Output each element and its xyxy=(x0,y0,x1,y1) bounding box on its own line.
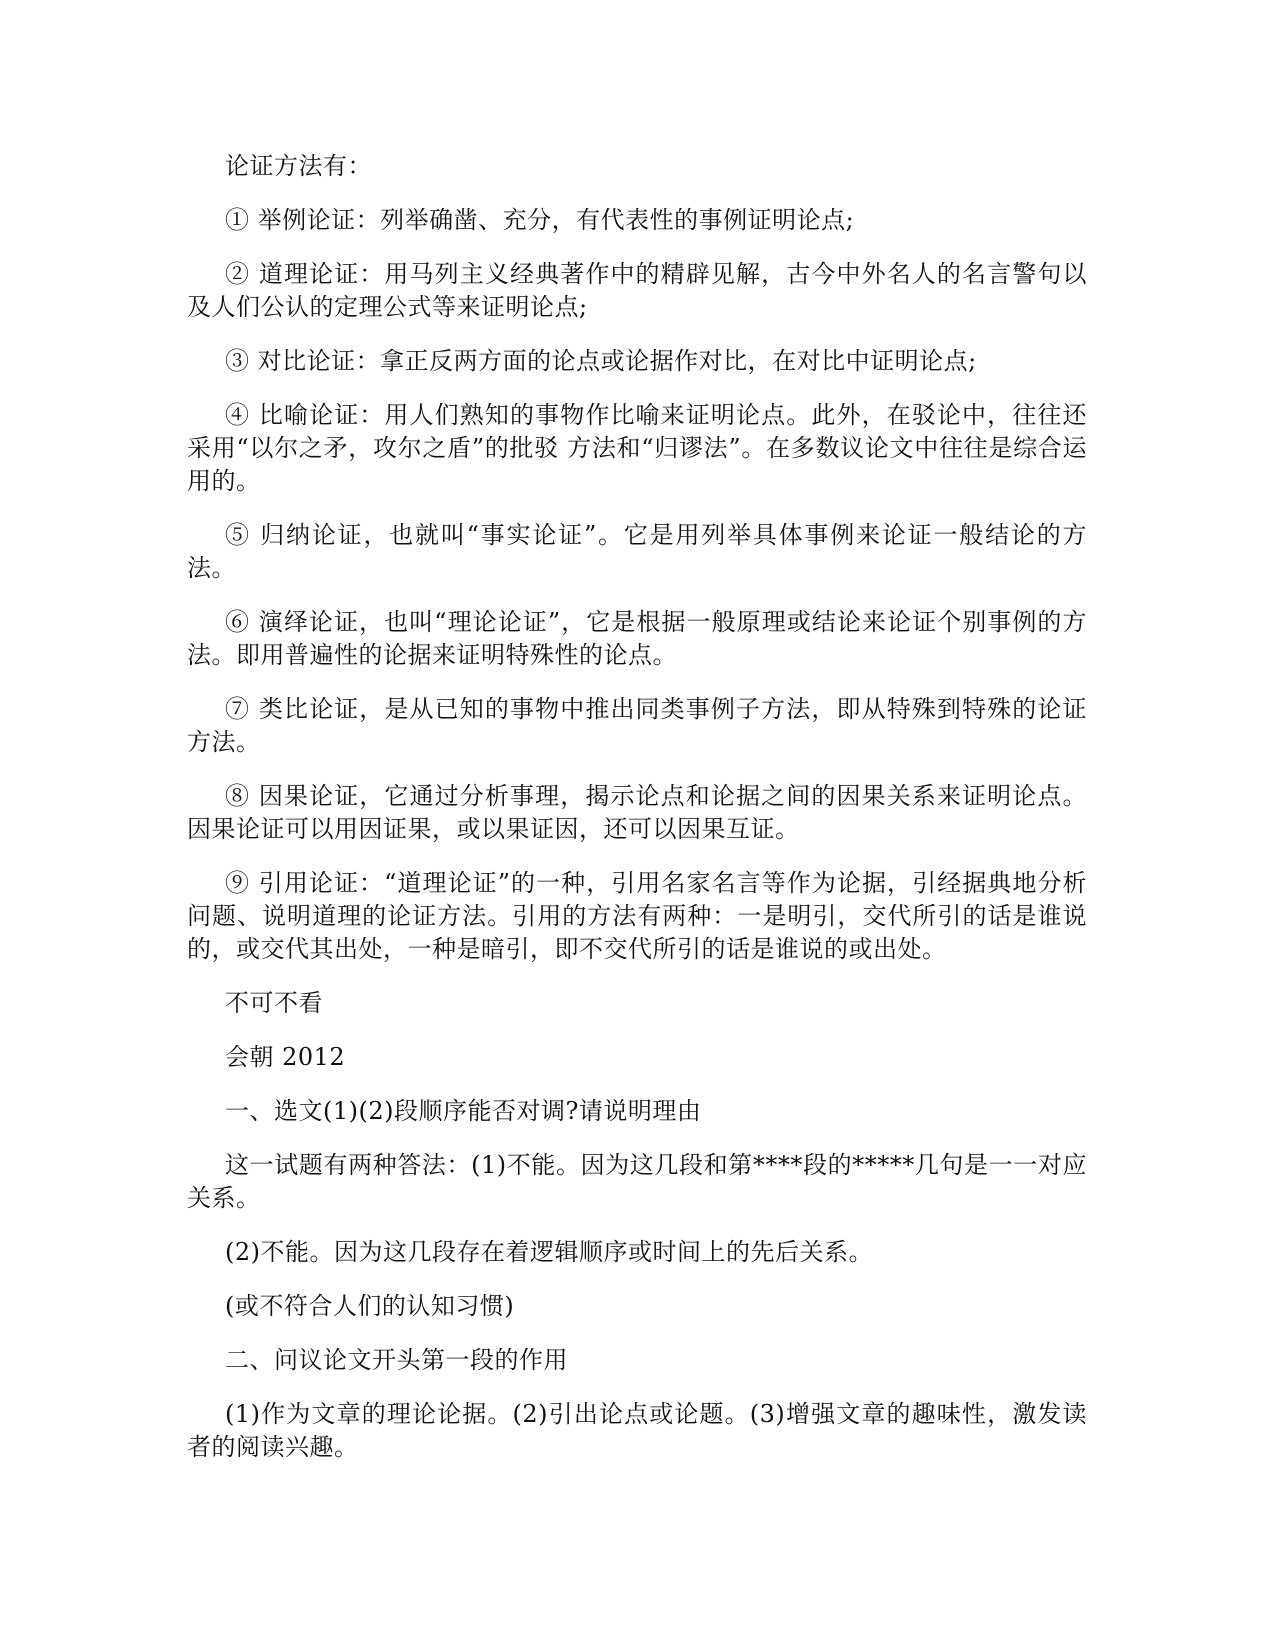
paragraph-answer-two: (1)作为文章的理论论据。(2)引出论点或论题。(3)增强文章的趣味性，激发读者的阅读兴趣。 xyxy=(187,1400,1087,1461)
paragraph-example-argument: ① 举例论证：列举确凿、充分，有代表性的事例证明论点; xyxy=(225,206,855,234)
paragraph-methods-intro: 论证方法有： xyxy=(225,152,372,180)
paragraph-answer-one-b: (2)不能。因为这几段存在着逻辑顺序或时间上的先后关系。 xyxy=(225,1238,873,1266)
paragraph-causal-argument: ⑧ 因果论证，它通过分析事理，揭示论点和论据之间的因果关系来证明论点。因果论证可以用因证果，或以果证因，还可以因果互证。 xyxy=(187,782,1087,843)
paragraph-deductive-argument: ⑥ 演绎论证，也叫“理论论证”，它是根据一般原理或结论来论证个别事例的方法。即用普遍性的论据来证明特殊性的论点。 xyxy=(187,608,1087,669)
paragraph-citation-argument: ⑨ 引用论证：“道理论证”的一种，引用名家名言等作为论据，引经据典地分析问题、说明道理的论证方法。引用的方法有两种：一是明引，交代所引的话是谁说的，或交代其出处，一种是暗引，即不交代所引的话是谁说的或出处。 xyxy=(187,869,1087,963)
paragraph-inductive-argument: ⑤ 归纳论证，也就叫“事实论证”。它是用列举具体事例来论证一般结论的方法。 xyxy=(187,521,1087,582)
paragraph-analogy-argument: ⑦ 类比论证，是从已知的事物中推出同类事例子方法，即从特殊到特殊的论证方法。 xyxy=(187,695,1087,756)
paragraph-year-heading: 会朝 2012 xyxy=(225,1043,346,1071)
paragraph-contrast-argument: ③ 对比论证：拿正反两方面的论点或论据作对比，在对比中证明论点; xyxy=(225,347,977,375)
paragraph-answer-one-c: (或不符合人们的认知习惯) xyxy=(225,1292,515,1320)
paragraph-metaphor-argument: ④ 比喻论证：用人们熟知的事物作比喻来证明论点。此外，在驳论中，往往还采用“以尔之矛，攻尔之盾”的批驳 方法和“归谬法”。在多数议论文中往往是综合运用的。 xyxy=(187,401,1087,495)
paragraph-reasoning-argument: ② 道理论证：用马列主义经典著作中的精辟见解，古今中外名人的名言警句以及人们公认的定理公式等来证明论点; xyxy=(187,260,1087,321)
paragraph-must-read: 不可不看 xyxy=(225,989,323,1017)
paragraph-question-one: 一、选文(1)(2)段顺序能否对调?请说明理由 xyxy=(225,1097,702,1125)
paragraph-answer-one-a: 这一试题有两种答法：(1)不能。因为这几段和第****段的*****几句是一一对应关系。 xyxy=(187,1151,1087,1212)
paragraph-question-two: 二、问议论文开头第一段的作用 xyxy=(225,1346,568,1374)
document-body xyxy=(187,150,1087,1485)
